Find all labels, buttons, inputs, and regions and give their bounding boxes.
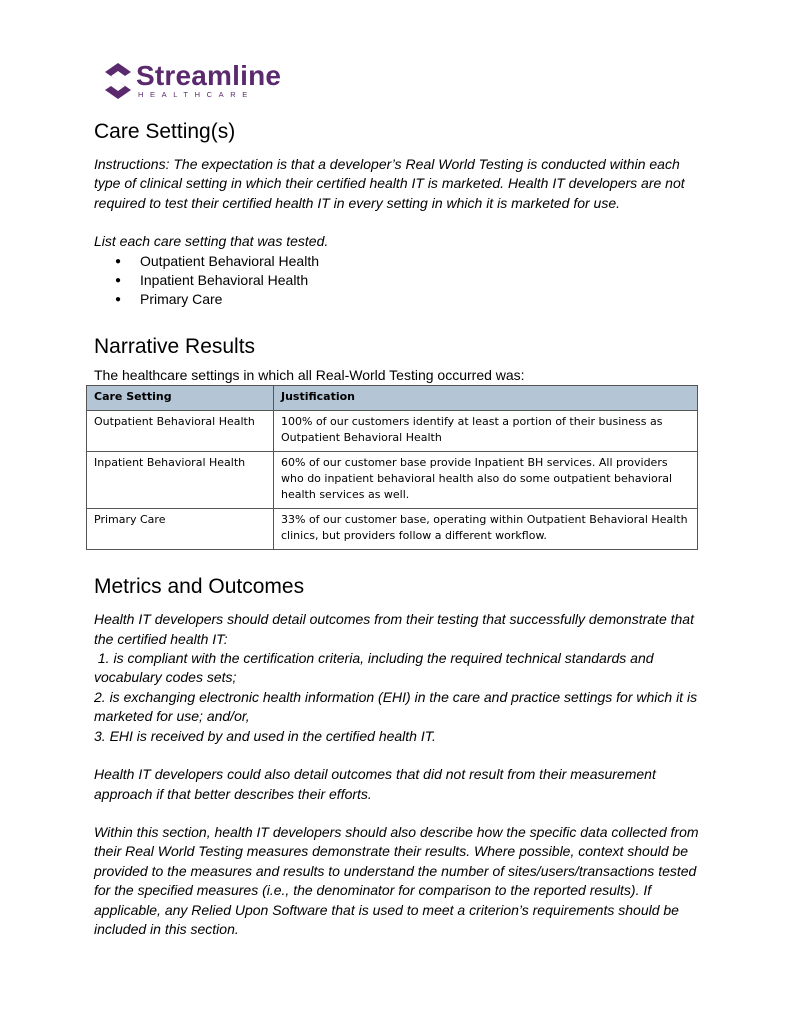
care-settings-heading: Care Setting(s) — [94, 120, 236, 143]
streamline-logo-icon — [104, 62, 132, 100]
metrics-paragraph-2: Health IT developers could also detail outcomes that did not result from their measurement approach if that better describes their efforts. — [94, 766, 656, 802]
logo-subtitle: HEALTHCARE — [138, 90, 254, 99]
metrics-instruction-line: 3. EHI is received by and used in the certified health IT. — [94, 727, 436, 744]
table-header-row — [87, 386, 698, 411]
care-setting-item: ● Outpatient Behavioral Health — [94, 252, 708, 271]
care-setting-cell: Inpatient Behavioral Health — [87, 452, 274, 509]
care-settings-list-intro: List each care setting that was tested. — [94, 233, 329, 250]
metrics-instructions — [94, 610, 708, 746]
justification-cell: 33% of our customer base, operating within Outpatient Behavioral Health clinics, but providers follow a different workflow. — [274, 509, 698, 550]
care-setting-item: ● Primary Care — [94, 290, 708, 309]
care-setting-cell: Primary Care — [87, 509, 274, 550]
logo-wordmark: Streamline — [136, 60, 282, 91]
narrative-intro: The healthcare settings in which all Real-World Testing occurred was: — [94, 366, 525, 383]
metrics-outcomes-heading: Metrics and Outcomes — [94, 575, 305, 599]
care-setting-cell: Outpatient Behavioral Health — [87, 411, 274, 452]
justification-cell: 60% of our customer base provide Inpatient BH services. All providers who do inpatient behavioral health also do some outpatient behavioral health services as well. — [274, 452, 698, 509]
metrics-instruction-line: 2. is exchanging electronic health information (EHI) in the care and practice settings for which it is marketed for use; and/or, — [94, 688, 698, 725]
narrative-results-heading: Narrative Results — [94, 334, 256, 358]
care-settings-list — [94, 252, 708, 310]
care-setting-table — [86, 385, 698, 550]
column-header-care-setting: Care Setting — [87, 386, 274, 411]
justification-cell: 100% of our customers identify at least a portion of their business as Outpatient Behavioral Health — [274, 411, 698, 452]
table-row — [87, 411, 698, 452]
care-settings-instructions: Instructions: The expectation is that a developer’s Real World Testing is conducted within each type of clinical setting in which their certified health IT is marketed. Health IT developers are not required to test their certified health IT in every setting in which it is marketed for use. — [94, 156, 685, 211]
metrics-paragraph-3: Within this section, health IT developers should also describe how the specific data collected from their Real World Testing measures demonstrate their results. Where possible, context should be provided to the measures and results to understand the number of sites/users/transactions tested for the specified measures (i.e., the denominator for comparison to the reported results). If applicable, any Relied Upon Software that is used to meet a criterion’s requirements should be included in this section. — [94, 823, 699, 937]
care-setting-item: ● Inpatient Behavioral Health — [94, 271, 708, 290]
column-header-justification: Justification — [274, 386, 698, 411]
table-row — [87, 452, 698, 509]
metrics-instruction-line: Health IT developers should detail outcomes from their testing that successfully demonstrate that the certified health IT: — [94, 611, 694, 647]
metrics-instruction-line: 1. is compliant with the certification criteria, including the required technical standards and vocabulary codes sets; — [94, 650, 658, 686]
table-row — [87, 509, 698, 550]
streamline-logo — [104, 62, 304, 104]
document-content — [94, 117, 708, 939]
